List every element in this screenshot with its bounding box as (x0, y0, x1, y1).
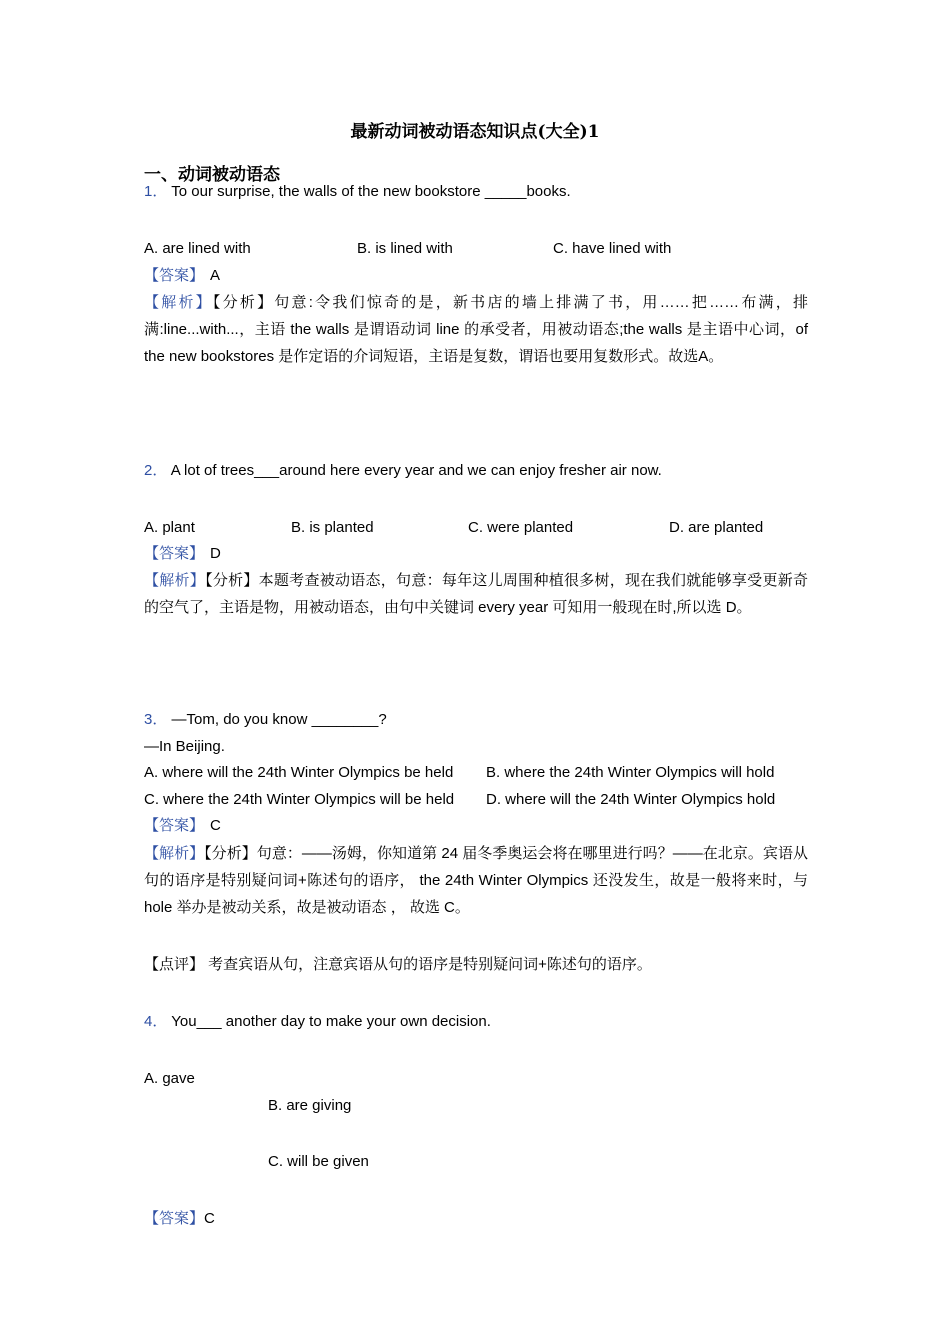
analysis-tag: 【解析】 (144, 572, 206, 589)
answer-line (144, 816, 221, 836)
answer-tag: 【答案】 (144, 267, 205, 284)
analysis-paragraph (144, 567, 808, 621)
question-stem: —Tom, do you know ________? (171, 711, 387, 728)
question-number: 3． (144, 711, 168, 728)
question-2 (144, 461, 662, 481)
option-d: D. where will the 24th Winter Olympics hold (486, 791, 776, 808)
question-reply: —In Beijing. (144, 738, 225, 755)
answer-line (144, 544, 221, 564)
question-number: 2． (144, 462, 168, 479)
question-blank: ___ (196, 1013, 222, 1030)
question-number: 1． (144, 183, 168, 200)
question-stem: To our surprise, the walls of the new bookstore _____books. (171, 183, 571, 200)
question-stem-post: around here every year and we can enjoy fresher air now. (279, 462, 662, 479)
question-1 (144, 182, 571, 202)
analysis-tag: 【解析】 (144, 294, 213, 311)
answer-tag: 【答案】 (144, 1210, 205, 1227)
answer-tag: 【答案】 (144, 545, 205, 562)
option-c: C. have lined with (553, 240, 672, 257)
option-c: C. were planted (468, 519, 574, 536)
analysis-text: 【分析】句意:令我们惊奇的是，新书店的墙上排满了书，用……把……布满，排满:line...with...，主语 the walls 是谓语动词 line 的承受者，用被动语态;the walls 是主语中心词，of the new bookstores 是作定语的介词短语，主语是复数，谓语也要用复数形式。故选A。 (144, 294, 808, 365)
answer-line (144, 266, 220, 286)
option-b: B. are giving (268, 1097, 352, 1114)
analysis-paragraph (144, 840, 808, 921)
section-heading: 一、动词被动语态 (144, 165, 280, 184)
question-stem-pre: A lot of trees (170, 462, 255, 479)
analysis-text: 【分析】本题考查被动语态，句意：每年这儿周围种植很多树，现在我们就能够享受更新奇的空气了，主语是物，用被动语态，由句中关键词 every year 可知用一般现在时,所以选 D。 (144, 572, 808, 616)
option-c: C. will be given (268, 1153, 369, 1170)
option-a: A. gave (144, 1070, 195, 1087)
answer-value: D (210, 545, 221, 562)
option-a: A. are lined with (144, 240, 251, 257)
question-stem-post: another day to make your own decision. (221, 1013, 491, 1030)
comment-line: 【点评】 考查宾语从句，注意宾语从句的语序是特别疑问词+陈述句的语序。 (144, 956, 652, 973)
option-d: D. are planted (669, 519, 764, 536)
question-stem-pre: You (171, 1013, 197, 1030)
answer-value: C (210, 817, 221, 834)
option-b: B. where the 24th Winter Olympics will hold (486, 764, 775, 781)
document-title: 最新动词被动语态知识点(大全)1 (350, 122, 600, 142)
analysis-paragraph (144, 289, 808, 370)
question-3 (144, 710, 387, 730)
option-b: B. is lined with (357, 240, 453, 257)
answer-value: A (210, 267, 221, 284)
analysis-tag: 【解析】 (144, 845, 205, 862)
answer-tag: 【答案】 (144, 817, 205, 834)
answer-value: C (204, 1210, 215, 1227)
question-blank: ___ (254, 462, 280, 479)
question-4 (144, 1012, 491, 1032)
option-b: B. is planted (291, 519, 374, 536)
answer-line (144, 1209, 215, 1229)
question-number: 4． (144, 1013, 168, 1030)
analysis-text: 【分析】句意：——汤姆，你知道第 24 届冬季奥运会将在哪里进行吗？——在北京。宾语从句的语序是特别疑问词+陈述句的语序， the 24th Winter Olympics 还没发生，故是一般将来时，与 hole 举办是被动关系，故是被动语态 ， 故选 C。 (144, 845, 808, 916)
option-a: A. plant (144, 519, 195, 536)
option-c: C. where the 24th Winter Olympics will be held (144, 791, 455, 808)
option-a: A. where will the 24th Winter Olympics be held (144, 764, 454, 781)
